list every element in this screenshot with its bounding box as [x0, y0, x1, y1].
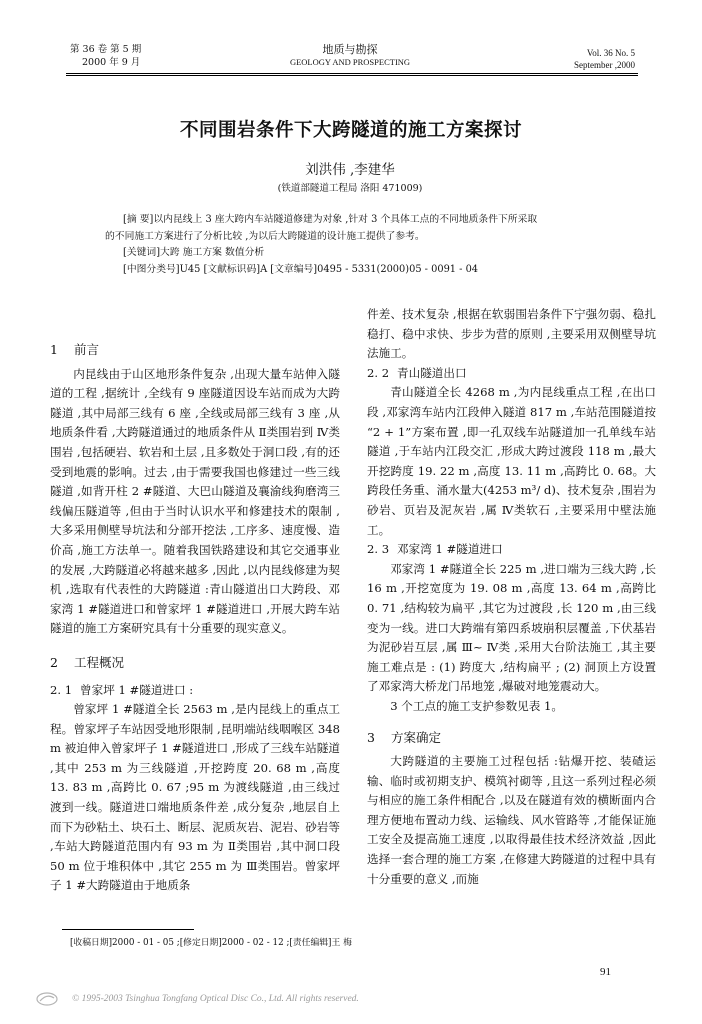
header-volume	[70, 43, 170, 69]
volume-en: Vol. 36 No. 5	[586, 48, 635, 58]
paper-title: 不同围岩条件下大跨隧道的施工方案探讨	[179, 120, 522, 141]
copyright-watermark	[36, 992, 456, 1006]
date-en: September ,2000	[574, 60, 635, 70]
subsection-title: 青山隧道出口	[397, 365, 467, 380]
paragraph: 青山隧道全长 4268 m ,为内昆线重点工程 ,在出口段 ,邓家湾车站内江段伸入隧道 817 m ,车站范围隧道按 “2 + 1”方案布置 ,即一孔双线车站隧道加一孔单线车站隧道 ,于车站内江段交汇 ,形成大跨过渡段 118 m ,最大开挖跨度 19. 22 m ,高度 13. 11 m ,高跨比 0. 68。大跨段任务重、涌水量大(4253 m³/ d)、技术复杂 ,围岩为砂岩、页岩及泥灰岩 ,属 Ⅳ类软石 ,主要采用中壁法施工。	[367, 385, 656, 537]
section-title: 前言	[74, 342, 100, 357]
paragraph: 件差、技术复杂 ,根据在软弱围岩条件下宁强勿弱、稳扎稳打、稳中求快、步步为营的原则 ,主要采用双侧壁导坑法施工。	[367, 307, 656, 361]
affiliation: (铁道部隧道工程局 洛阳 471009)	[277, 183, 423, 194]
paragraph: 大跨隧道的主要施工过程包括 :钻爆开挖、装碴运输、临时或初期支护、模筑衬砌等 ,且这一系列过程必须与相应的施工条件相配合 ,以及在隧道有效的横断面内合理方便地布置动力线、运输线、风水管路等 ,才能保证施工安全及提高施工速度 ,以取得最佳技术经济效益 ,因此选择一套合理的施工方案 ,在修建大跨隧道的过程中具有十分重要的意义 ,而施	[367, 754, 656, 886]
paragraph: 3 个工点的施工支护参数见表 1。	[390, 698, 564, 713]
subsection-2-1-heading	[50, 681, 340, 701]
issue-date: 2000 年 9 月	[82, 57, 141, 68]
volume-issue: 第 36 卷 第 5 期	[70, 44, 142, 55]
subsection-number: 2. 1	[50, 682, 73, 697]
section-number: 2	[50, 654, 58, 670]
copyright-text: © 1995-2003 Tsinghua Tongfang Optical Disc Co., Ltd. All rights reserved.	[72, 994, 359, 1005]
authors: 刘洪伟 ,李建华	[305, 162, 395, 178]
paragraph: 曾家坪 1 #隧道全长 2563 m ,是内昆线上的重点工程。曾家坪子车站因受地形限制 ,昆明端站线咽喉区 348 m 被迫伸入曾家坪子 1 #隧道进口 ,形成了三线车站隧道 ,其中 253 m 为三线隧道 ,开挖跨度 20. 68 m ,高度 13. 83 m ,高跨比 0. 67 ;95 m 为渡线隧道 ,由三线过渡到一线。隧道进口端地质条件差 ,成分复杂 ,地层自上而下为砂粘土、块石土、断层、泥质灰岩、泥岩、砂岩等 ,车站大跨隧道范围内有 93 m 为 Ⅱ类围岩 ,其中洞口段 50 m 位于堆积体中 ,其它 255 m 为 Ⅲ类围岩。曾家坪子 1 #大跨隧道由于地质条	[50, 702, 340, 893]
section-title: 工程概况	[74, 654, 125, 670]
header-rule-thin	[66, 75, 638, 76]
header-journal	[250, 43, 450, 69]
page-number: 91	[600, 966, 611, 978]
body-column-right	[367, 305, 656, 889]
abstract-block	[105, 212, 625, 278]
body-column-left	[50, 340, 340, 896]
section-number: 1	[50, 342, 58, 357]
abstract-line-2: 的不同施工方案进行了分析比较 ,为以后大跨隧道的设计施工提供了参考。	[105, 230, 425, 242]
subsection-title: 邓家湾 1 #隧道进口	[397, 542, 503, 557]
header-volume-en	[500, 47, 635, 71]
journal-name-en: GEOLOGY AND PROSPECTING	[289, 57, 411, 67]
section-3-heading	[367, 728, 656, 748]
subsection-2-3-heading	[367, 540, 656, 560]
section-2-heading	[50, 653, 340, 673]
subsection-2-2-heading	[367, 364, 656, 384]
classification: [中图分类号]U45 [文献标识码]A [文章编号]0495 - 5331(2000)05 - 0091 - 04	[123, 263, 479, 275]
paragraph: 邓家湾 1 #隧道全长 225 m ,进口端为三线大跨 ,长 16 m ,开挖宽度为 19. 08 m ,高度 13. 64 m ,高跨比 0. 71 ,结构较为扁平 ,其它为过渡段 ,长 120 m ,由三线变为一线。进口大跨端有第四系坡崩积层覆盖 ,下伏基岩为泥砂岩互层 ,属 Ⅲ~ Ⅳ类 ,采用大台阶法施工 ,其主要施工难点是 : (1) 跨度大 ,结构扁平 ; (2) 洞顶上方设置了邓家湾大桥龙门吊地笼 ,爆破对地笼震动大。	[367, 561, 656, 694]
keywords: [关键词]大跨 施工方案 数值分析	[123, 247, 265, 258]
subsection-title: 曾家坪 1 #隧道进口 :	[80, 682, 194, 697]
section-1-heading	[50, 340, 340, 360]
abstract-line-1: [摘 要]以内昆线上 3 座大跨内车站隧道修建为对象 ,针对 3 个具体工点的不同地质条件下所采取	[123, 214, 538, 225]
section-number: 3	[367, 730, 375, 746]
footnote-rule	[62, 929, 194, 930]
subsection-number: 2. 3	[367, 542, 390, 557]
publisher-logo-icon	[36, 992, 58, 1006]
footnote: [收稿日期]2000 - 01 - 05 ;[修定日期]2000 - 02 - 12 ;[责任编辑]王 梅	[70, 938, 352, 948]
header-rule	[66, 73, 638, 74]
section-title: 方案确定	[391, 730, 442, 746]
paragraph: 内昆线由于山区地形条件复杂 ,出现大量车站伸入隧道的工程 ,据统计 ,全线有 9 座隧道因设车站而成为大跨隧道 ,其中局部三线有 6 座 ,全线或局部三线有 3 座 ,从地质条件看 ,大跨隧道通过的地质条件从 Ⅱ类围岩到 Ⅳ类围岩 ,包括硬岩、软岩和土层 ,且多数处于洞口段 ,有的还受到地震的影响。过去 ,由于需要我国也修建过一些三线隧道 ,如背开柱 2 #隧道、大巴山隧道及襄渝线狗磨湾三线偏压隧道等 ,但由于当时认识水平和修建技术的限制 ,大多采用侧壁导坑法和分部开挖法 ,工序多、速度慢、造价高 ,施工方法单一。随着我国铁路建设和其它交通事业的发展 ,大跨隧道必将越来越多 ,因此 ,以内昆线修建为契机 ,选取有代表性的大跨隧道 :青山隧道出口大跨段、邓家湾 1 #隧道进口和曾家坪 1 #隧道进口 ,开展大跨车站隧道的施工方案研究具有十分重要的现实意义。	[50, 366, 340, 636]
journal-name-cn: 地质与勘探	[322, 43, 378, 56]
subsection-number: 2. 2	[367, 365, 390, 380]
